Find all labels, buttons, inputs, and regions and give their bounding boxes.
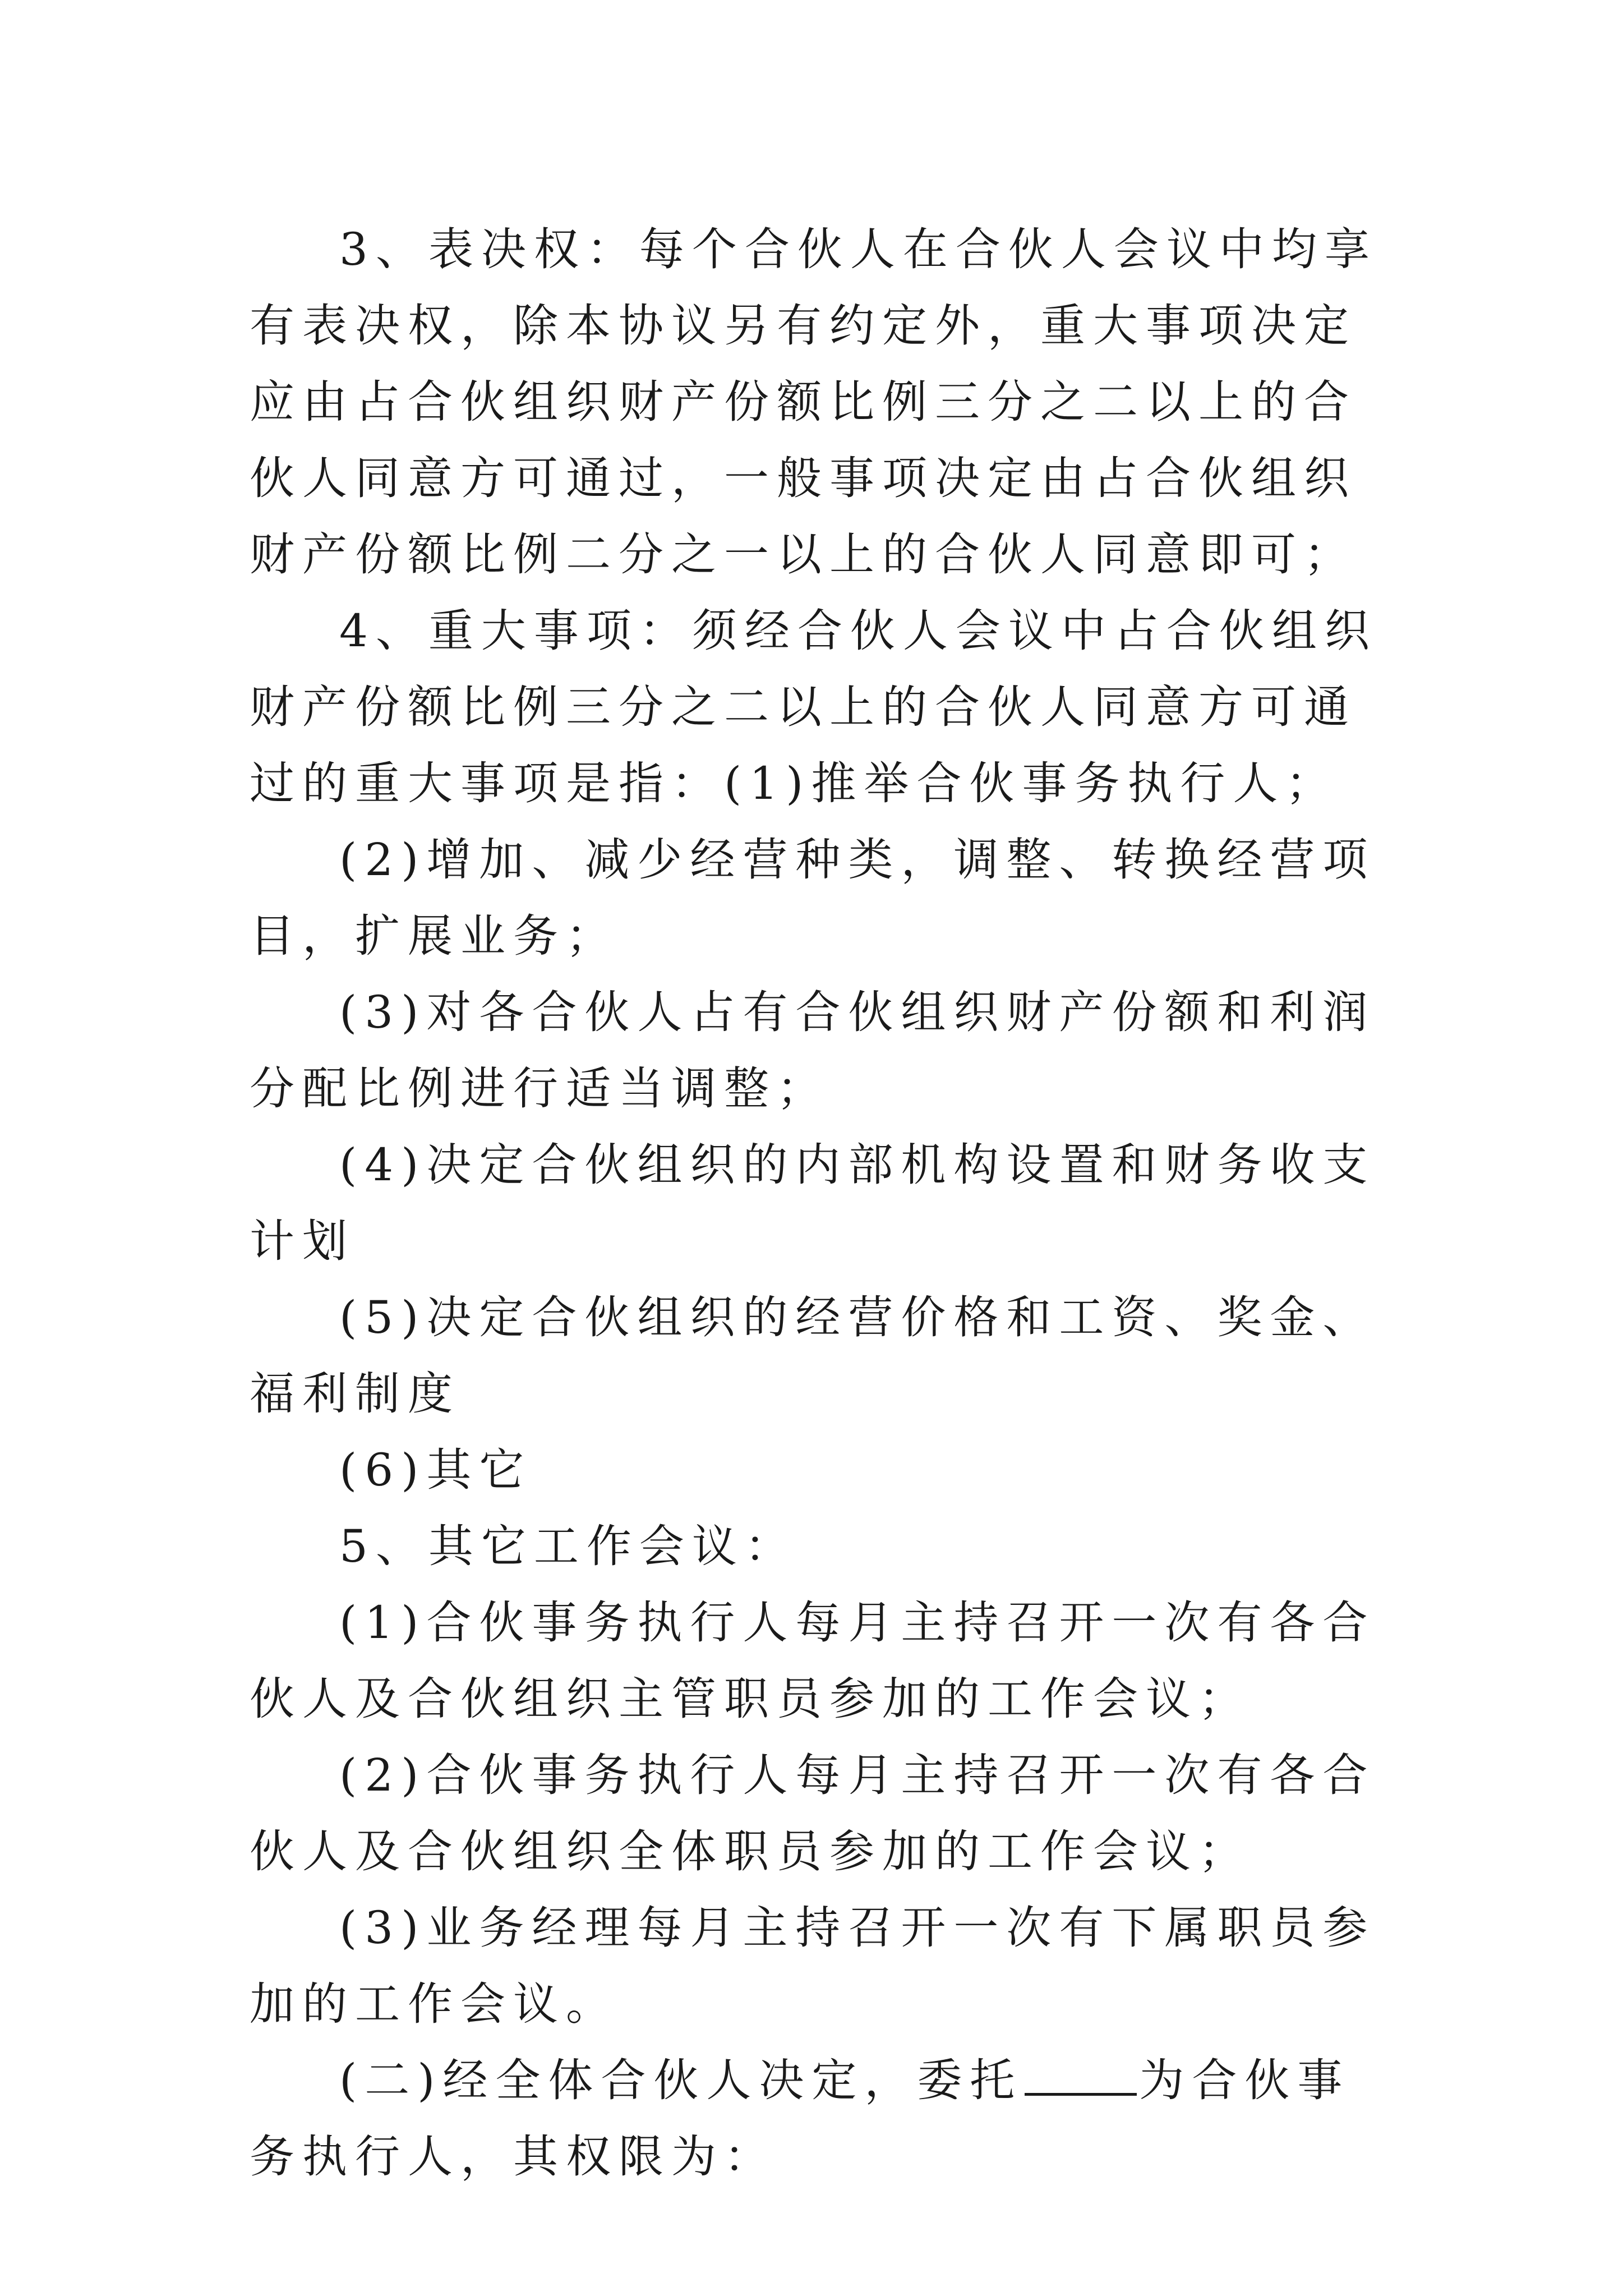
list-item: (6)其它 [339,1444,532,1496]
document-body [250,211,1396,2195]
list-item: (2)增加、减少经营种类，调整、转换经营项目，扩展业务； [250,834,1376,962]
paragraph-other-meetings: 5、其它工作会议： [339,1520,797,1572]
executive-partner-text-before: (二)经全体合伙人决定，委托 [339,2054,1023,2106]
paragraph-voting-rights: 3、表决权：每个合伙人在合伙人会议中均享有表决权，除本协议另有约定外，重大事项决定应由占合伙组织财产份额比例三分之二以上的合伙人同意方可通过，一般事项决定由占合伙组织财产份额比例二分之一以上的合伙人同意即可； [250,223,1377,581]
list-item: (3)对各合伙人占有合伙组织财产份额和利润分配比例进行适当调整； [250,986,1376,1115]
executive-partner-text-after: 为合伙事务执行人，其权限为： [250,2054,1350,2183]
list-item: (4)决定合伙组织的内部机构设置和财务收支计划 [250,1139,1376,1267]
list-item: (1)合伙事务执行人每月主持召开一次有各合伙人及合伙组织主管职员参加的工作会议； [250,1596,1376,1725]
fill-in-blank [1025,2057,1137,2096]
paragraph-major-matters: 4、重大事项：须经合伙人会议中占合伙组织财产份额比例三分之二以上的合伙人同意方可通过的重大事项是指：(1)推举合伙事务执行人； [250,605,1377,809]
paragraph-executive-partner [250,2042,1396,2195]
list-item: (3)业务经理每月主持召开一次有下属职员参加的工作会议。 [250,1902,1376,2030]
list-item: (5)决定合伙组织的经营价格和工资、奖金、福利制度 [250,1291,1376,1420]
list-item: (2)合伙事务执行人每月主持召开一次有各合伙人及合伙组织全体职员参加的工作会议； [250,1749,1376,1878]
